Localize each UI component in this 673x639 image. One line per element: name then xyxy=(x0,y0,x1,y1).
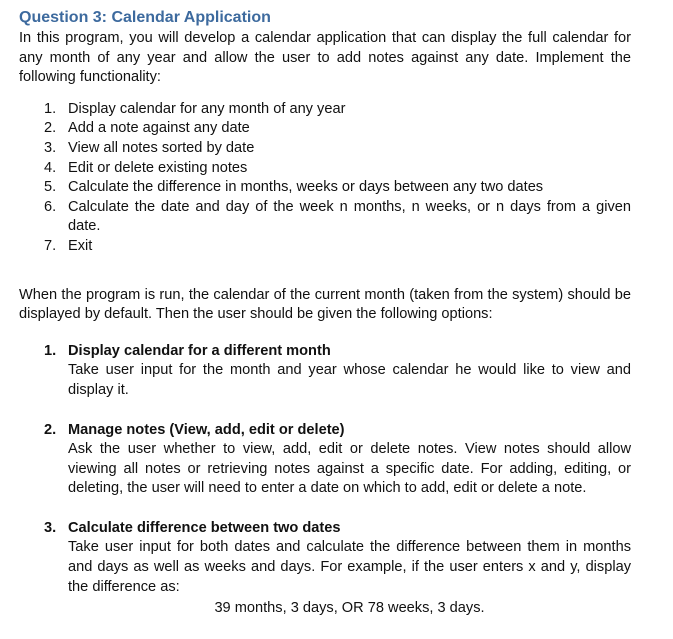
feature-number: 5. xyxy=(44,179,57,196)
option-description: Take user input for both dates and calculate the difference between them in months and days as well as weeks and days. For example, if the user enters x and y, display the difference as: xyxy=(68,539,631,595)
feature-list xyxy=(19,100,631,257)
option-item xyxy=(19,421,631,499)
option-title: Calculate difference between two dates xyxy=(68,519,341,536)
feature-number: 3. xyxy=(44,139,57,156)
option-description: Ask the user whether to view, add, edit or delete notes. View notes should allow viewing all notes or retrieving notes against a specific date. For adding, editing, or deleting, the user will need to enter a date on which to add, edit or delete a note. xyxy=(68,441,631,497)
question-heading: Question 3: Calendar Application xyxy=(19,9,271,26)
feature-item xyxy=(19,100,631,120)
options-list xyxy=(19,342,631,619)
option-number: 2. xyxy=(44,421,57,438)
feature-item xyxy=(19,159,631,179)
option-number: 3. xyxy=(44,519,57,536)
feature-number: 1. xyxy=(44,100,57,117)
default-behavior-paragraph: When the program is run, the calendar of the current month (taken from the system) should be displayed by default. Then the user should be given the following options: xyxy=(19,286,631,323)
feature-item xyxy=(19,139,631,159)
feature-item xyxy=(19,119,631,139)
feature-number: 6. xyxy=(44,198,57,215)
feature-text: Exit xyxy=(68,237,93,254)
example-output: 39 months, 3 days, OR 78 weeks, 3 days. xyxy=(214,600,485,617)
feature-number: 2. xyxy=(44,120,57,137)
feature-number: 7. xyxy=(44,237,57,254)
feature-item xyxy=(19,237,631,257)
feature-text: Edit or delete existing notes xyxy=(68,159,248,176)
feature-item xyxy=(19,198,631,237)
document xyxy=(19,8,631,639)
option-number: 1. xyxy=(44,342,57,359)
feature-number: 4. xyxy=(44,159,57,176)
feature-text: View all notes sorted by date xyxy=(68,139,255,156)
intro-paragraph: In this program, you will develop a calendar application that can display the full calendar for any month of any year and allow the user to add notes against any date. Implement the following functionality: xyxy=(19,30,631,86)
feature-text: Display calendar for any month of any year xyxy=(68,100,346,117)
option-description: Take user input for the month and year whose calendar he would like to view and display it. xyxy=(68,362,631,398)
feature-item xyxy=(19,178,631,198)
option-item xyxy=(19,519,631,619)
option-title: Display calendar for a different month xyxy=(68,342,331,359)
option-title: Manage notes (View, add, edit or delete) xyxy=(68,421,345,438)
option-item xyxy=(19,342,631,401)
feature-text: Add a note against any date xyxy=(68,120,250,137)
feature-text: Calculate the date and day of the week n months, n weeks, or n days from a given date. xyxy=(68,198,631,235)
feature-text: Calculate the difference in months, weeks or days between any two dates xyxy=(68,179,544,196)
